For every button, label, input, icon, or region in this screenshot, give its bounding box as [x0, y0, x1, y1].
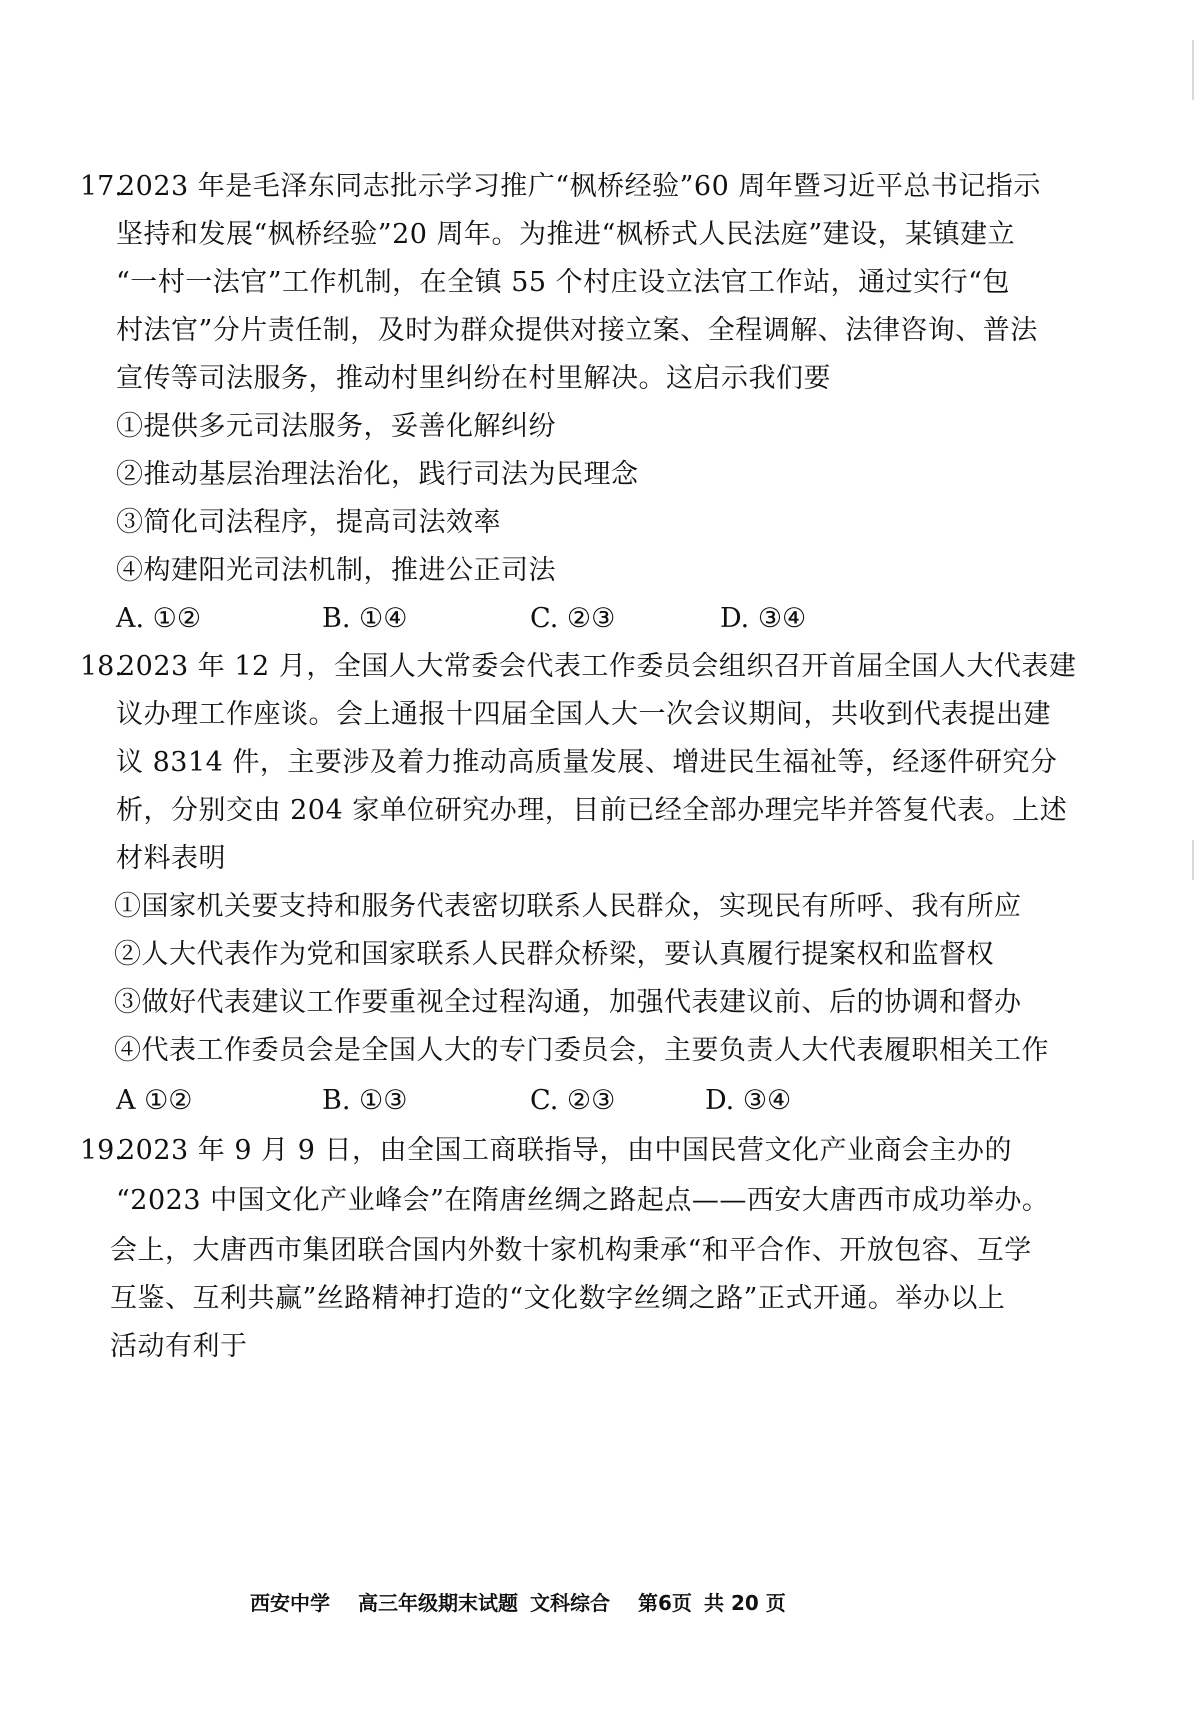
question-text-line: 活动有利于: [110, 1331, 248, 1362]
scan-edge-mark: [1192, 40, 1194, 100]
question-text-line: 宣传等司法服务，推动村里纠纷在村里解决。这启示我们要: [116, 363, 831, 394]
footer-school: 西安中学: [250, 1591, 330, 1615]
choice-c: C. ②③: [530, 603, 616, 634]
footer-exam: 高三年级期末试题: [358, 1591, 518, 1615]
question-number: 19.: [80, 1135, 123, 1166]
statement: ③做好代表建议工作要重视全过程沟通，加强代表建议前、后的协调和督办: [114, 987, 1022, 1018]
question-text-line: 议 8314 件，主要涉及着力推动高质量发展、增进民生福祉等，经逐件研究分: [116, 747, 1058, 778]
question-text-line: “2023 中国文化产业峰会”在隋唐丝绸之路起点——西安大唐西市成功举办。: [116, 1185, 1050, 1216]
question-text-line: 村法官”分片责任制，及时为群众提供对接立案、全程调解、法律咨询、普法: [116, 315, 1038, 346]
footer-total-pages: 共 20 页: [704, 1591, 786, 1615]
choice-a: A. ①②: [116, 603, 202, 634]
question-text-line: 会上，大唐西市集团联合国内外数十家机构秉承“和平合作、开放包容、互学: [110, 1235, 1032, 1266]
choice-d: D. ③④: [720, 603, 807, 634]
question-text-line: 2023 年是毛泽东同志批示学习推广“枫桥经验”60 周年暨习近平总书记指示: [118, 171, 1041, 202]
statement: ①国家机关要支持和服务代表密切联系人民群众，实现民有所呼、我有所应: [114, 891, 1022, 922]
statement: ①提供多元司法服务，妥善化解纠纷: [116, 411, 556, 442]
statement: ②人大代表作为党和国家联系人民群众桥梁，要认真履行提案权和监督权: [114, 939, 994, 970]
choice-d: D. ③④: [705, 1085, 792, 1116]
statement: ③简化司法程序，提高司法效率: [116, 507, 501, 538]
question-text-line: 2023 年 9 月 9 日，由全国工商联指导，由中国民营文化产业商会主办的: [118, 1135, 1012, 1166]
question-text-line: 互鉴、互利共赢”丝路精神打造的“文化数字丝绸之路”正式开通。举办以上: [110, 1283, 1006, 1314]
footer-subject: 文科综合: [530, 1591, 610, 1615]
statement: ④代表工作委员会是全国人大的专门委员会，主要负责人大代表履职相关工作: [114, 1035, 1049, 1066]
question-number: 18.: [80, 651, 123, 682]
question-text-line: 2023 年 12 月，全国人大常委会代表工作委员会组织召开首届全国人大代表建: [118, 651, 1077, 682]
choice-c: C. ②③: [530, 1085, 616, 1116]
question-number: 17.: [80, 171, 123, 202]
choice-a: A ①②: [116, 1085, 193, 1116]
statement: ④构建阳光司法机制，推进公正司法: [116, 555, 556, 586]
question-text-line: 议办理工作座谈。会上通报十四届全国人大一次会议期间，共收到代表提出建: [116, 699, 1051, 730]
scan-edge-mark: [1192, 840, 1194, 880]
question-text-line: “一村一法官”工作机制，在全镇 55 个村庄设立法官工作站，通过实行“包: [116, 267, 1010, 298]
footer-page-number: 第6页: [638, 1591, 692, 1615]
question-text-line: 坚持和发展“枫桥经验”20 周年。为推进“枫桥式人民法庭”建设，某镇建立: [116, 219, 1016, 250]
question-text-line: 材料表明: [116, 843, 226, 874]
choice-b: B. ①③: [322, 1085, 408, 1116]
statement: ②推动基层治理法治化，践行司法为民理念: [116, 459, 639, 490]
choice-b: B. ①④: [322, 603, 408, 634]
question-text-line: 析，分别交由 204 家单位研究办理，目前已经全部办理完毕并答复代表。上述: [116, 795, 1068, 826]
